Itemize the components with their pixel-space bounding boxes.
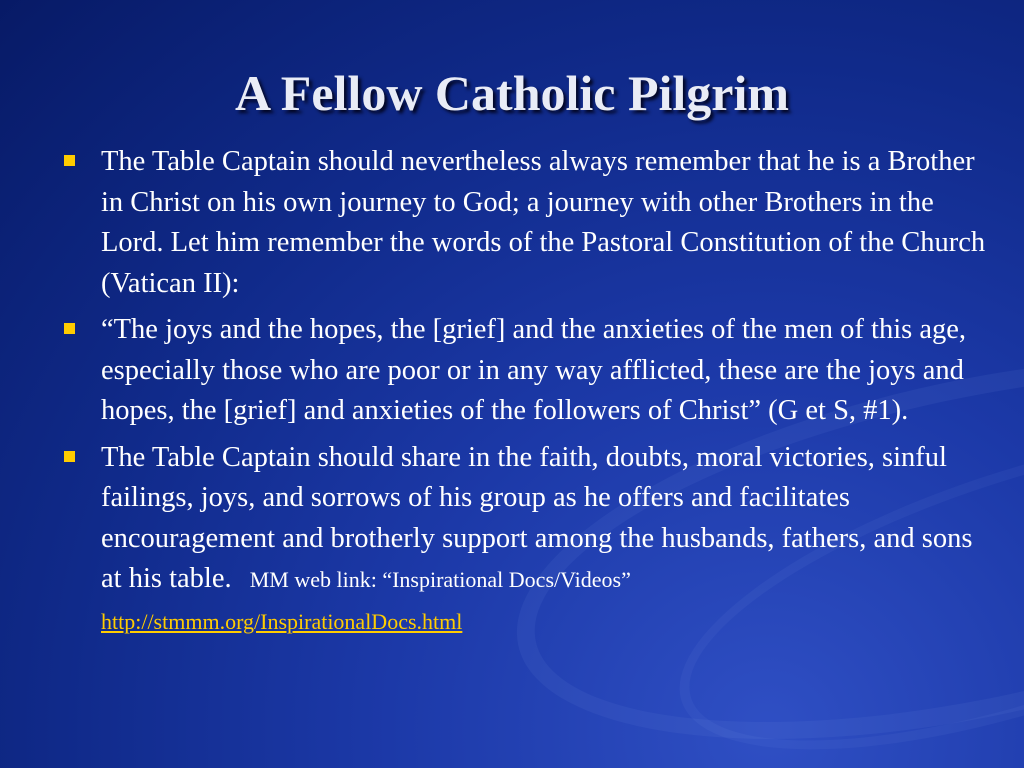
bullet-text: The Table Captain should nevertheless always remember that he is a Brother in Christ on his own journey to God; a journey with other Brothers in the Lord. Let him remember the words of the Pastoral Constitution of the Church (Vatican II): — [101, 146, 986, 299]
square-bullet-icon — [64, 155, 75, 166]
bullet-item — [58, 438, 988, 643]
web-link-note: MM web link: “Inspirational Docs/Videos” — [238, 567, 631, 592]
bullet-item — [58, 310, 988, 432]
inspirational-docs-link[interactable]: http://stmmm.org/InspirationalDocs.html — [101, 608, 463, 634]
bullet-item — [58, 142, 988, 304]
square-bullet-icon — [64, 451, 75, 462]
bullet-text: “The joys and the hopes, the [grief] and the anxieties of the men of this age, especially those who are poor or in any way afflicted, these are the joys and hopes, the [grief] and anxieties of the followers of Christ” (G et S, #1). — [101, 314, 967, 426]
slide-title: A Fellow Catholic Pilgrim — [234, 65, 790, 121]
square-bullet-icon — [64, 323, 75, 334]
bullet-text: The Table Captain should share in the faith, doubts, moral victories, sinful failings, joys, and sorrows of his group as he offers and facilitates encouragement and brotherly support among the husbands, fathers, and sons at his table. — [101, 441, 973, 594]
bullet-list — [58, 142, 988, 642]
